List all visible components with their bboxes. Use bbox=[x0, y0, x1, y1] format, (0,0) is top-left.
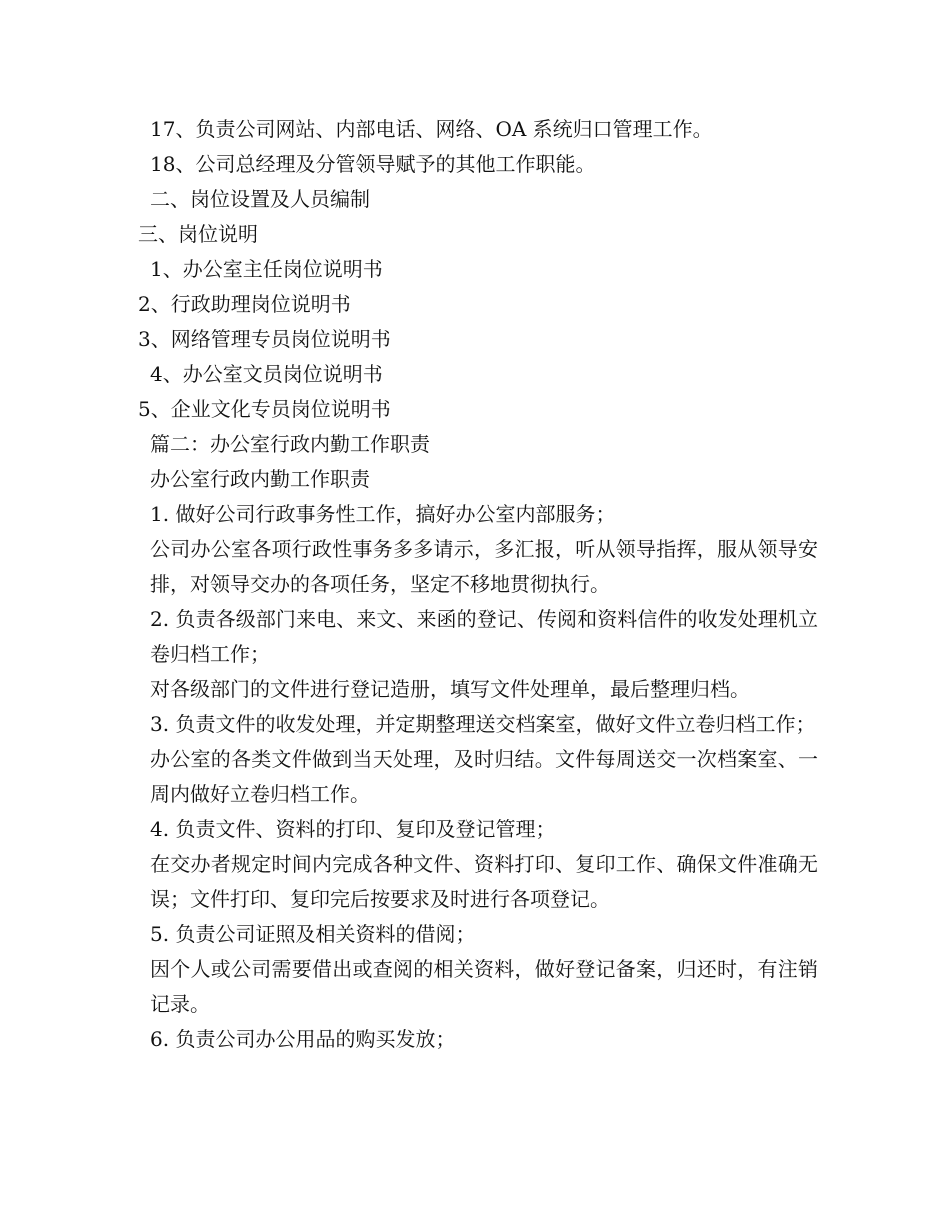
section-heading-2: 二、岗位设置及人员编制 bbox=[150, 187, 370, 211]
list-item-2: 2、行政助理岗位说明书 bbox=[138, 292, 351, 316]
duty-detail-3: 办公室的各类文件做到当天处理，及时归结。文件每周送交一次档案室、一周内做好立卷归档工作。 bbox=[150, 747, 818, 806]
chapter-title: 篇二：办公室行政内勤工作职责 bbox=[150, 432, 430, 456]
document-body bbox=[138, 112, 818, 1057]
list-item-5: 5、企业文化专员岗位说明书 bbox=[138, 397, 391, 421]
duty-detail-2: 对各级部门的文件进行登记造册，填写文件处理单，最后整理归档。 bbox=[150, 677, 750, 701]
section-heading-3: 三、岗位说明 bbox=[138, 222, 258, 246]
duty-item-5: 5. 负责公司证照及相关资料的借阅； bbox=[150, 922, 476, 946]
paragraph-item-18: 18、公司总经理及分管领导赋予的其他工作职能。 bbox=[150, 152, 596, 176]
list-item-1: 1、办公室主任岗位说明书 bbox=[150, 257, 383, 281]
duty-detail-1: 公司办公室各项行政性事务多多请示，多汇报，听从领导指挥，服从领导安排，对领导交办的各项任务，坚定不移地贯彻执行。 bbox=[150, 537, 818, 596]
duty-item-6: 6. 负责公司办公用品的购买发放； bbox=[150, 1027, 456, 1051]
duty-detail-5: 因个人或公司需要借出或查阅的相关资料，做好登记备案，归还时，有注销记录。 bbox=[150, 957, 818, 1016]
duty-item-4: 4. 负责文件、资料的打印、复印及登记管理； bbox=[150, 817, 556, 841]
list-item-4: 4、办公室文员岗位说明书 bbox=[150, 362, 383, 386]
duty-detail-4: 在交办者规定时间内完成各种文件、资料打印、复印工作、确保文件准确无误；文件打印、复印完后按要求及时进行各项登记。 bbox=[150, 852, 818, 911]
duty-item-2: 2. 负责各级部门来电、来文、来函的登记、传阅和资料信件的收发处理机立卷归档工作； bbox=[150, 607, 818, 666]
chapter-subtitle: 办公室行政内勤工作职责 bbox=[150, 467, 370, 491]
duty-item-1: 1. 做好公司行政事务性工作，搞好办公室内部服务； bbox=[150, 502, 616, 526]
list-item-3: 3、网络管理专员岗位说明书 bbox=[138, 327, 391, 351]
duty-item-3: 3. 负责文件的收发处理，并定期整理送交档案室，做好文件立卷归档工作； bbox=[150, 712, 816, 736]
paragraph-item-17: 17、负责公司网站、内部电话、网络、OA 系统归口管理工作。 bbox=[150, 117, 713, 141]
